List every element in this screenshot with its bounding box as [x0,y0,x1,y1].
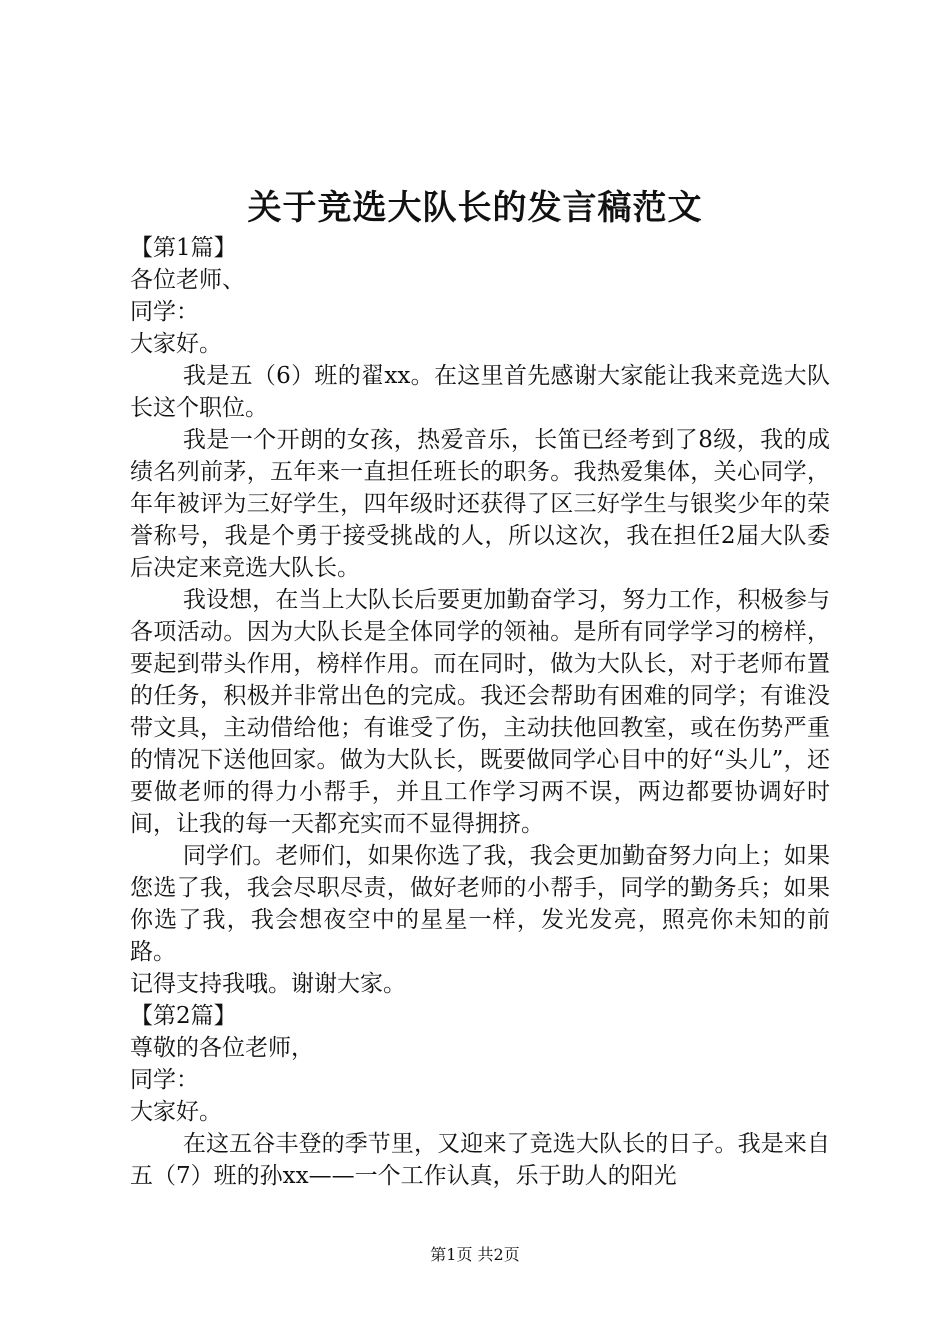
greeting-line: 大家好。 [130,1099,222,1125]
paragraph: 我是一个开朗的女孩，热爱音乐，长笛已经考到了8级，我的成绩名列前茅，五年来一直担任班长的职务。我热爱集体，关心同学，年年被评为三好学生，四年级时还获得了区三好学生与银奖少年的荣誉称号，我是个勇于接受挑战的人，所以这次，我在担任2届大队委后决定来竞选大队长。 [130,427,830,581]
salutation-line: 尊敬的各位老师， [130,1035,314,1061]
paragraph: 我设想，在当上大队长后要更加勤奋学习，努力工作，积极参与各项活动。因为大队长是全体同学的领袖。是所有同学学习的榜样，要起到带头作用，榜样作用。而在同时，做为大队长，对于老师布置的任务，积极并非常出色的完成。我还会帮助有困难的同学；有谁没带文具，主动借给他；有谁受了伤，主动扶他回教室，或在伤势严重的情况下送他回家。做为大队长，既要做同学心目中的好“头儿”，还要做老师的得力小帮手，并且工作学习两不误，两边都要协调好时间，让我的每一天都充实而不显得拥挤。 [130,587,830,837]
salutation-line: 同学： [130,1067,199,1093]
salutation-line: 同学： [130,299,199,325]
salutation-line: 各位老师、 [130,267,245,293]
page-footer: 第1页 共2页 [430,1245,520,1264]
section-heading-1: 【第1篇】 [130,235,237,261]
greeting-line: 大家好。 [130,331,222,357]
closing-line: 记得支持我哦。谢谢大家。 [130,971,406,997]
paragraph: 我是五（6）班的翟xx。在这里首先感谢大家能让我来竞选大队长这个职位。 [130,363,830,421]
section-heading-2: 【第2篇】 [130,1003,237,1029]
document-body [130,232,830,1192]
paragraph: 在这五谷丰登的季节里，又迎来了竞选大队长的日子。我是来自五（7）班的孙xx——一个工作认真，乐于助人的阳光 [130,1131,830,1189]
paragraph: 同学们。老师们，如果你选了我，我会更加勤奋努力向上；如果您选了我，我会尽职尽责，做好老师的小帮手，同学的勤务兵；如果你选了我，我会想夜空中的星星一样，发光发亮，照亮你未知的前路。 [130,843,830,965]
document-title: 关于竞选大队长的发言稿范文 [247,188,703,228]
